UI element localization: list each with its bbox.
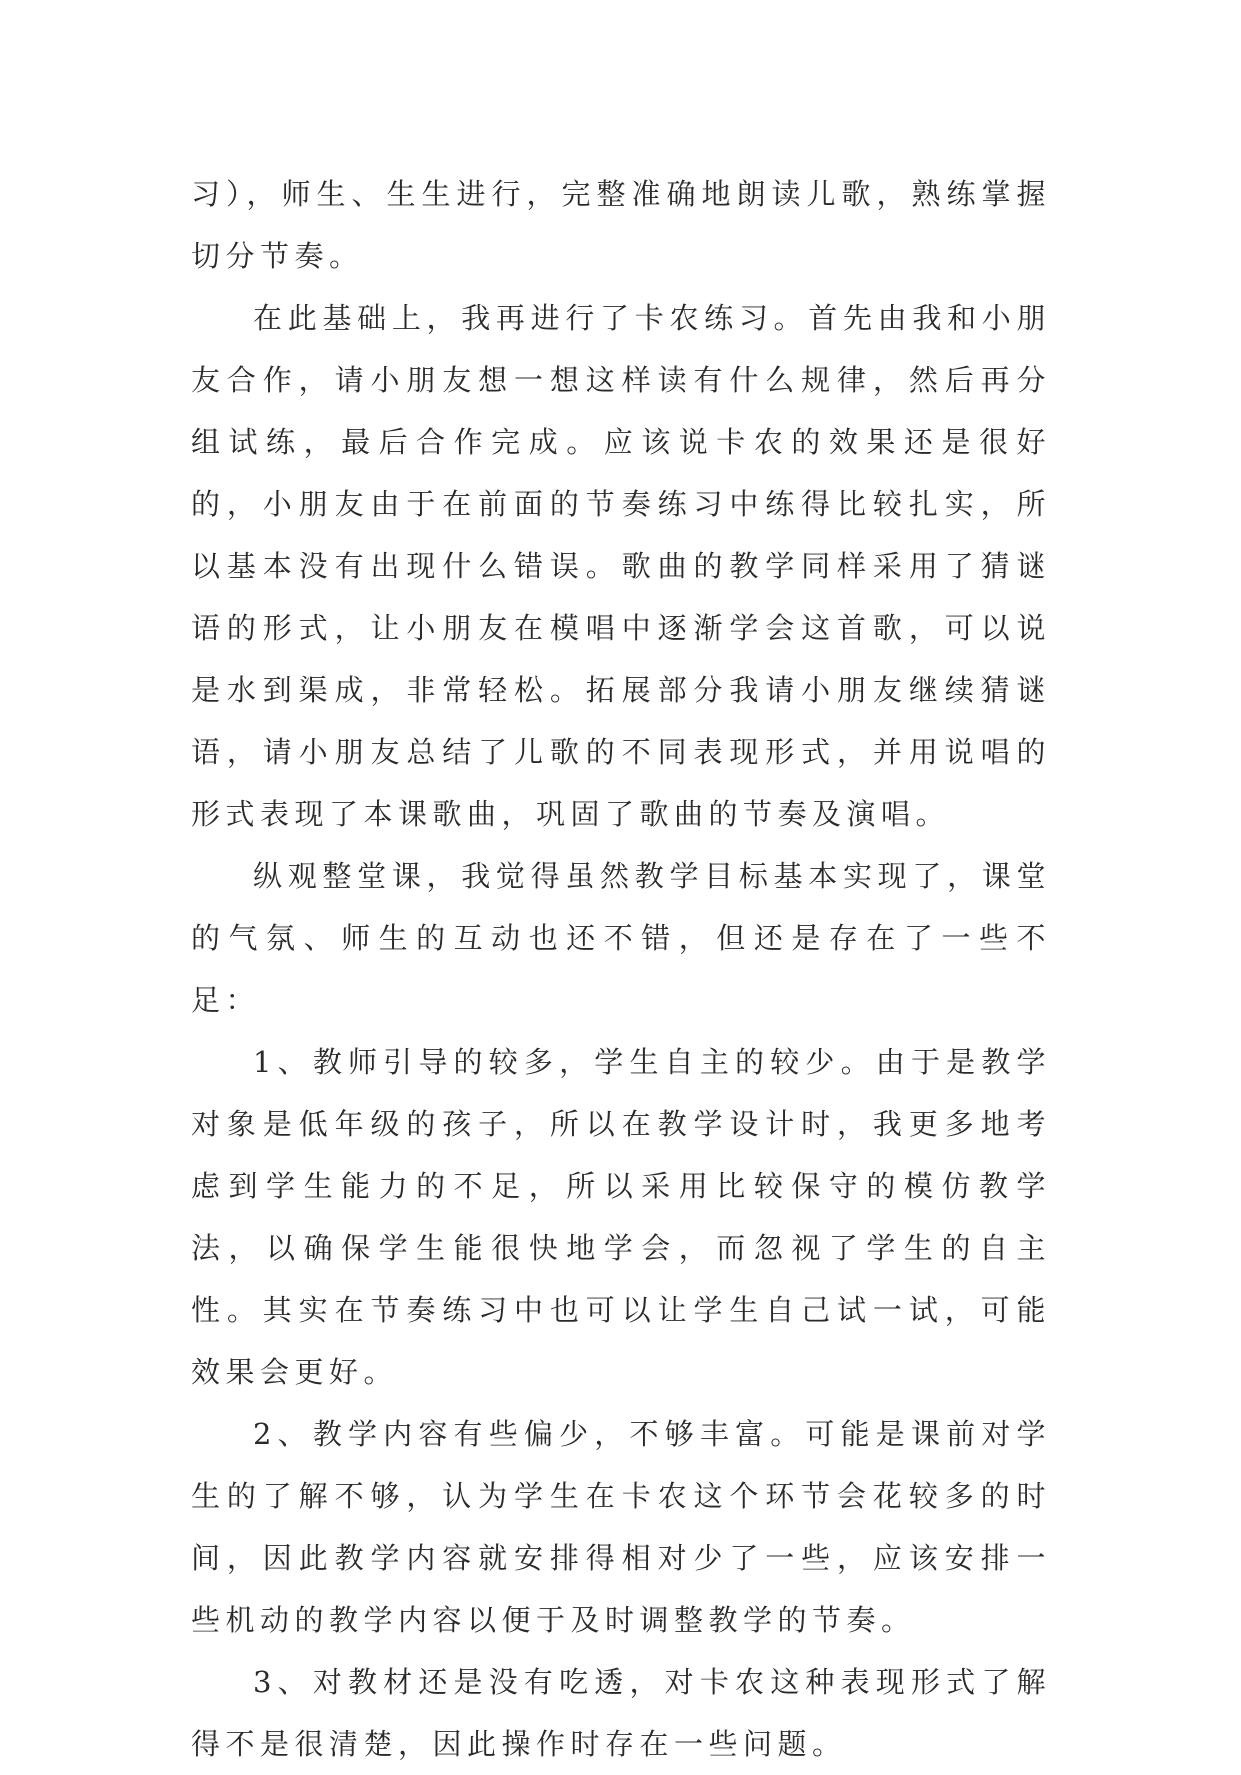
document-body [191,163,1051,1775]
paragraph-6: 3、对教材还是没有吃透，对卡农这种表现形式了解得不是很清楚，因此操作时存在一些问题。 [191,1665,1051,1761]
paragraph-4: 1、教师引导的较多，学生自主的较少。由于是教学对象是低年级的孩子，所以在教学设计时，我更多地考虑到学生能力的不足，所以采用比较保守的模仿教学法，以确保学生能很快地学会，而忽视了学生的自主性。其实在节奏练习中也可以让学生自己试一试，可能效果会更好。 [191,1045,1051,1389]
paragraph-5: 2、教学内容有些偏少，不够丰富。可能是课前对学生的了解不够，认为学生在卡农这个环节会花较多的时间，因此教学内容就安排得相对少了一些，应该安排一些机动的教学内容以便于及时调整教学的节奏。 [191,1417,1051,1637]
paragraph-3: 纵观整堂课，我觉得虽然教学目标基本实现了，课堂的气氛、师生的互动也还不错，但还是存在了一些不足： [191,859,1051,1017]
paragraph-1: 习），师生、生生进行，完整准确地朗读儿歌，熟练掌握切分节奏。 [191,177,1051,273]
paragraph-2: 在此基础上，我再进行了卡农练习。首先由我和小朋友合作，请小朋友想一想这样读有什么规律，然后再分组试练，最后合作完成。应该说卡农的效果还是很好的，小朋友由于在前面的节奏练习中练得比较扎实，所以基本没有出现什么错误。歌曲的教学同样采用了猜谜语的形式，让小朋友在模唱中逐渐学会这首歌，可以说是水到渠成，非常轻松。拓展部分我请小朋友继续猜谜语，请小朋友总结了儿歌的不同表现形式，并用说唱的形式表现了本课歌曲，巩固了歌曲的节奏及演唱。 [191,301,1051,831]
